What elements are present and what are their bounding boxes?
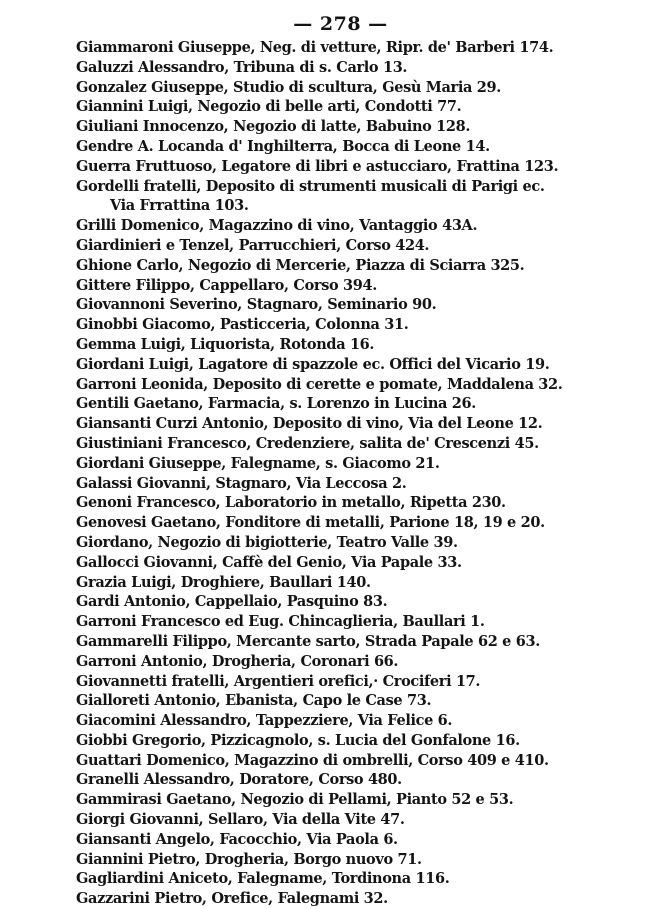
- directory-entry: Gammirasi Gaetano, Negozio di Pellami, Pianto 52 e 53.: [76, 791, 514, 809]
- directory-entry: Giuliani Innocenzo, Negozio di latte, Babuino 128.: [76, 118, 471, 136]
- directory-entry: Grilli Domenico, Magazzino di vino, Vantaggio 43A.: [76, 217, 478, 235]
- directory-entry: Garroni Leonida, Deposito di cerette e pomate, Maddalena 32.: [76, 375, 563, 393]
- directory-entry: Gendre A. Locanda d' Inghilterra, Bocca di Leone 14.: [76, 137, 490, 155]
- directory-entry: Giardinieri e Tenzel, Parrucchieri, Corso 424.: [76, 236, 430, 254]
- directory-entry: Giovannoni Severino, Stagnaro, Seminario 90.: [76, 296, 437, 314]
- directory-entry: Genoni Francesco, Laboratorio in metallo, Ripetta 230.: [76, 494, 506, 512]
- directory-entry: Giansanti Angelo, Facocchio, Via Paola 6.: [76, 830, 398, 848]
- directory-entry: Gammarelli Filippo, Mercante sarto, Strada Papale 62 e 63.: [76, 632, 540, 650]
- directory-entry: Genovesi Gaetano, Fonditore di metalli, Parione 18, 19 e 20.: [76, 514, 545, 532]
- directory-entry: Galuzzi Alessandro, Tribuna di s. Carlo 13.: [76, 58, 408, 76]
- directory-entry: Gentili Gaetano, Farmacia, s. Lorenzo in Lucina 26.: [76, 395, 476, 413]
- directory-entry: Gonzalez Giuseppe, Studio di scultura, Gesù Maria 29.: [76, 78, 501, 96]
- directory-entry: Ghione Carlo, Negozio di Mercerie, Piazza di Sciarra 325.: [76, 256, 525, 274]
- directory-entry: Garroni Francesco ed Eug. Chincaglieria, Baullari 1.: [76, 613, 485, 631]
- directory-entry: Garroni Antonio, Drogheria, Coronari 66.: [76, 652, 399, 670]
- directory-entry: Giammaroni Giuseppe, Neg. di vetture, Ripr. de' Barberi 174.: [76, 39, 554, 56]
- directory-entry: Gittere Filippo, Cappellaro, Corso 394.: [76, 276, 377, 294]
- directory-entry: Guattari Domenico, Magazzino di ombrelli, Corso 409 e 410.: [76, 751, 549, 769]
- directory-entry: Gazzarini Pietro, Orefice, Falegnami 32.: [76, 890, 388, 908]
- directory-entry: Gardi Antonio, Cappellaio, Pasquino 83.: [76, 593, 388, 611]
- directory-entry: Granelli Alessandro, Doratore, Corso 480.: [76, 771, 402, 789]
- directory-entry: Grazia Luigi, Droghiere, Baullari 140.: [76, 573, 371, 591]
- directory-entry: Galassi Giovanni, Stagnaro, Via Leccosa 2.: [76, 474, 407, 492]
- directory-entry: Giordani Giuseppe, Falegname, s. Giacomo 21.: [76, 454, 440, 472]
- directory-entry: Ginobbi Giacomo, Pasticceria, Colonna 31.: [76, 316, 409, 334]
- directory-entry: Guerra Fruttuoso, Legatore di libri e astucciaro, Frattina 123.: [76, 157, 559, 175]
- directory-list: [76, 38, 646, 909]
- directory-entry: Giobbi Gregorio, Pizzicagnolo, s. Lucia del Gonfalone 16.: [76, 731, 520, 749]
- directory-entry: Giacomini Alessandro, Tappezziere, Via Felice 6.: [76, 712, 453, 730]
- directory-entry: Gemma Luigi, Liquorista, Rotonda 16.: [76, 335, 375, 353]
- directory-entry: Giovannetti fratelli, Argentieri orefici,· Crociferi 17.: [76, 672, 481, 690]
- directory-entry: Gagliardini Aniceto, Falegname, Tordinona 116.: [76, 870, 450, 888]
- directory-entry-continuation: Via Frrattina 103.: [110, 197, 249, 215]
- directory-entry: Gallocci Giovanni, Caffè del Genio, Via Papale 33.: [76, 553, 462, 571]
- page-number: — 278 —: [293, 13, 388, 35]
- directory-entry: Giannini Luigi, Negozio di belle arti, Condotti 77.: [76, 98, 462, 116]
- directory-entry: Giansanti Curzi Antonio, Deposito di vino, Via del Leone 12.: [76, 415, 543, 433]
- directory-entry: Giannini Pietro, Drogheria, Borgo nuovo 71.: [76, 850, 422, 868]
- directory-entry: Giordani Luigi, Lagatore di spazzole ec. Offici del Vicario 19.: [76, 355, 550, 373]
- directory-entry: Giustiniani Francesco, Credenziere, salita de' Crescenzi 45.: [76, 434, 539, 452]
- directory-entry: Giorgi Giovanni, Sellaro, Via della Vite 47.: [76, 811, 405, 829]
- directory-entry: Gialloreti Antonio, Ebanista, Capo le Case 73.: [76, 692, 432, 710]
- directory-entry: Giordano, Negozio di bigiotterie, Teatro Valle 39.: [76, 533, 458, 551]
- directory-entry: Gordelli fratelli, Deposito di strumenti musicali di Parigi ec.: [76, 177, 545, 195]
